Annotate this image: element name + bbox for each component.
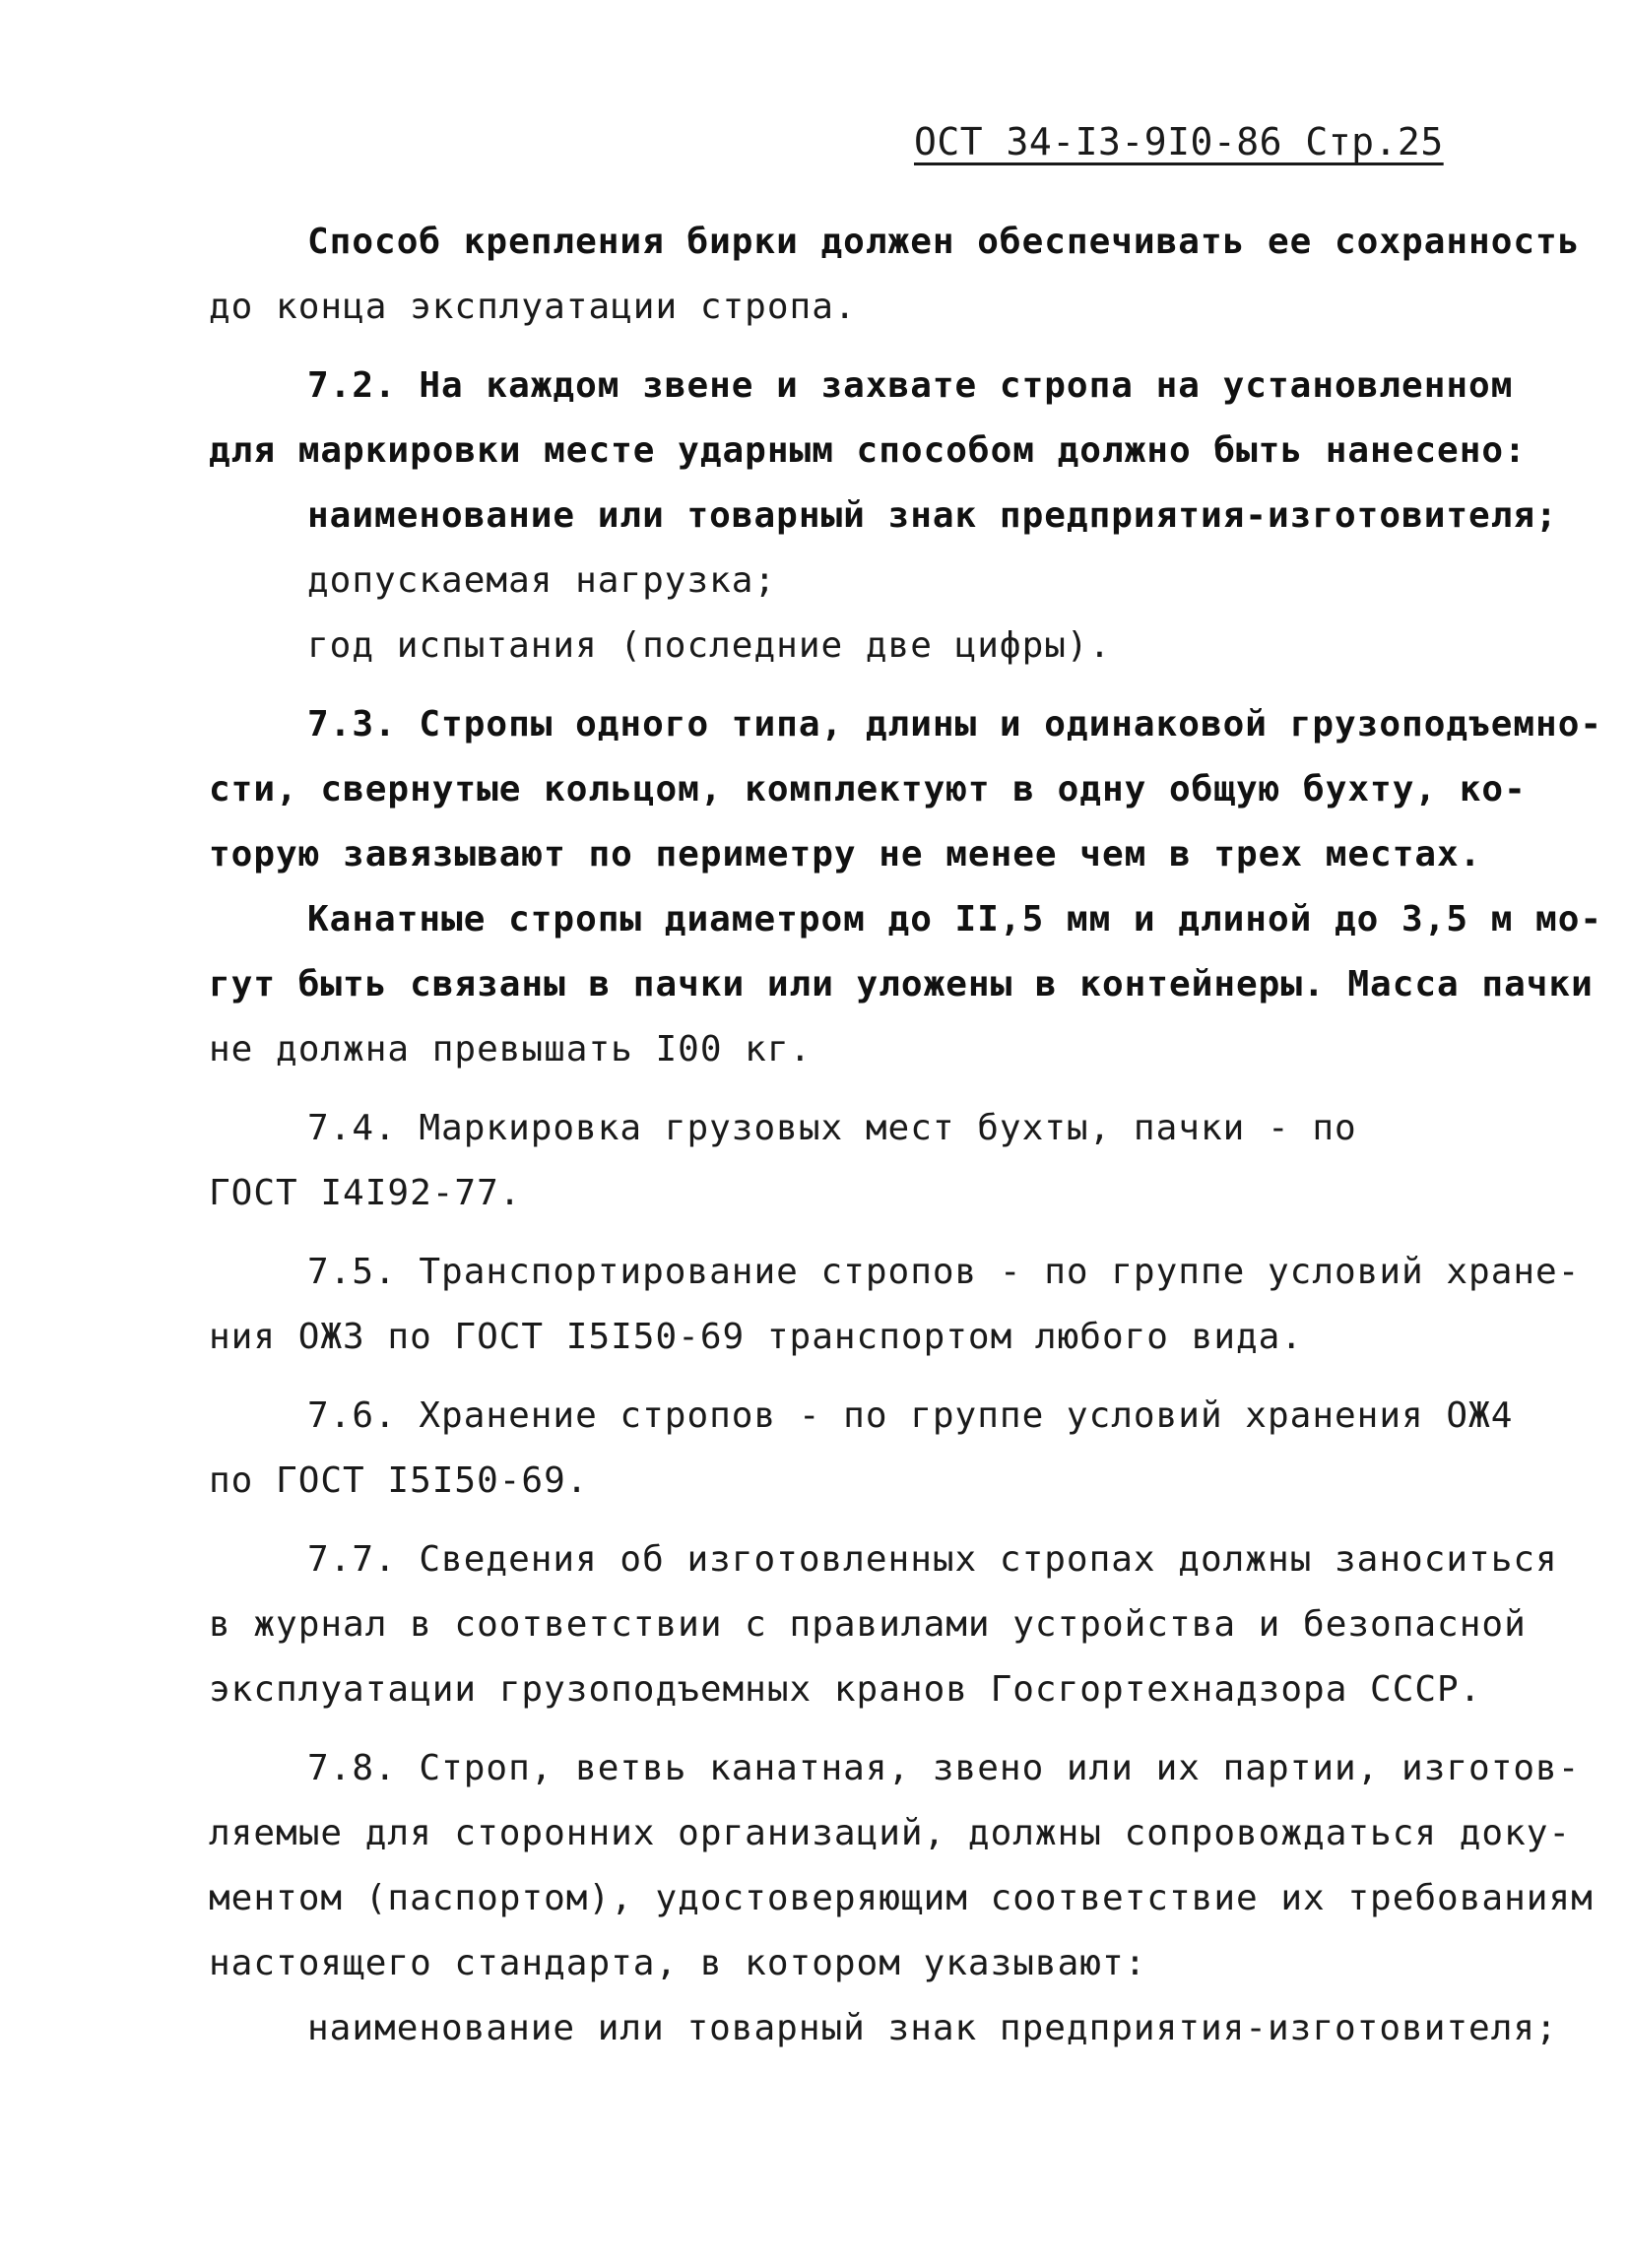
text-line: для маркировки месте ударным способом должно быть нанесено: [209,430,1527,471]
text-line: не должна превышать I00 кг. [209,1029,813,1069]
text-line: в журнал в соответствии с правилами устройства и безопасной [209,1604,1527,1645]
text-line: 7.7. Сведения об изготовленных стропах должны заноситься [307,1539,1558,1580]
text-line: допускаемая нагрузка; [307,560,777,601]
text-line: 7.4. Маркировка грузовых мест бухты, пачки - по [307,1108,1357,1148]
text-line: по ГОСТ I5I50-69. [209,1460,589,1501]
text-line: 7.8. Строп, ветвь канатная, звено или их партии, изготов- [307,1748,1581,1788]
text-line: наименование или товарный знак предприятия-изготовителя; [307,2008,1558,2048]
text-line: до конца эксплуатации стропа. [209,287,857,327]
text-line: ментом (паспортом), удостоверяющим соответствие их требованиям [209,1878,1594,1918]
text-line: год испытания (последние две цифры). [307,625,1112,666]
text-line: 7.3. Стропы одного типа, длины и одинаковой грузоподъемно- [307,704,1603,745]
text-line: 7.6. Хранение стропов - по группе условий хранения ОЖ4 [307,1395,1514,1436]
document-header: ОСТ 34-I3-9I0-86 Стр.25 [914,120,1444,163]
text-line: наименование или товарный знак предприятия-изготовителя; [307,495,1558,536]
text-line: 7.5. Транспортирование стропов - по группе условий хране- [307,1252,1581,1292]
text-line: торую завязывают по периметру не менее чем в трех местах. [209,834,1482,875]
text-line: 7.2. На каждом звене и захвате стропа на установленном [307,365,1514,406]
text-line: Способ крепления бирки должен обеспечивать ее сохранность [307,222,1581,262]
text-line: ляемые для сторонних организаций, должны сопровождаться доку- [209,1813,1572,1853]
text-line: гут быть связаны в пачки или уложены в контейнеры. Масса пачки [209,964,1594,1004]
text-line: сти, свернутые кольцом, комплектуют в одну общую бухту, ко- [209,769,1527,810]
text-line: Канатные стропы диаметром до II,5 мм и длиной до 3,5 м мо- [307,899,1603,940]
text-line: ГОСТ I4I92-77. [209,1173,522,1213]
text-line: эксплуатации грузоподъемных кранов Госгортехнадзора СССР. [209,1669,1482,1710]
text-line: настоящего стандарта, в котором указывают: [209,1943,1147,1983]
text-line: ния ОЖ3 по ГОСТ I5I50-69 транспортом любого вида. [209,1317,1304,1357]
